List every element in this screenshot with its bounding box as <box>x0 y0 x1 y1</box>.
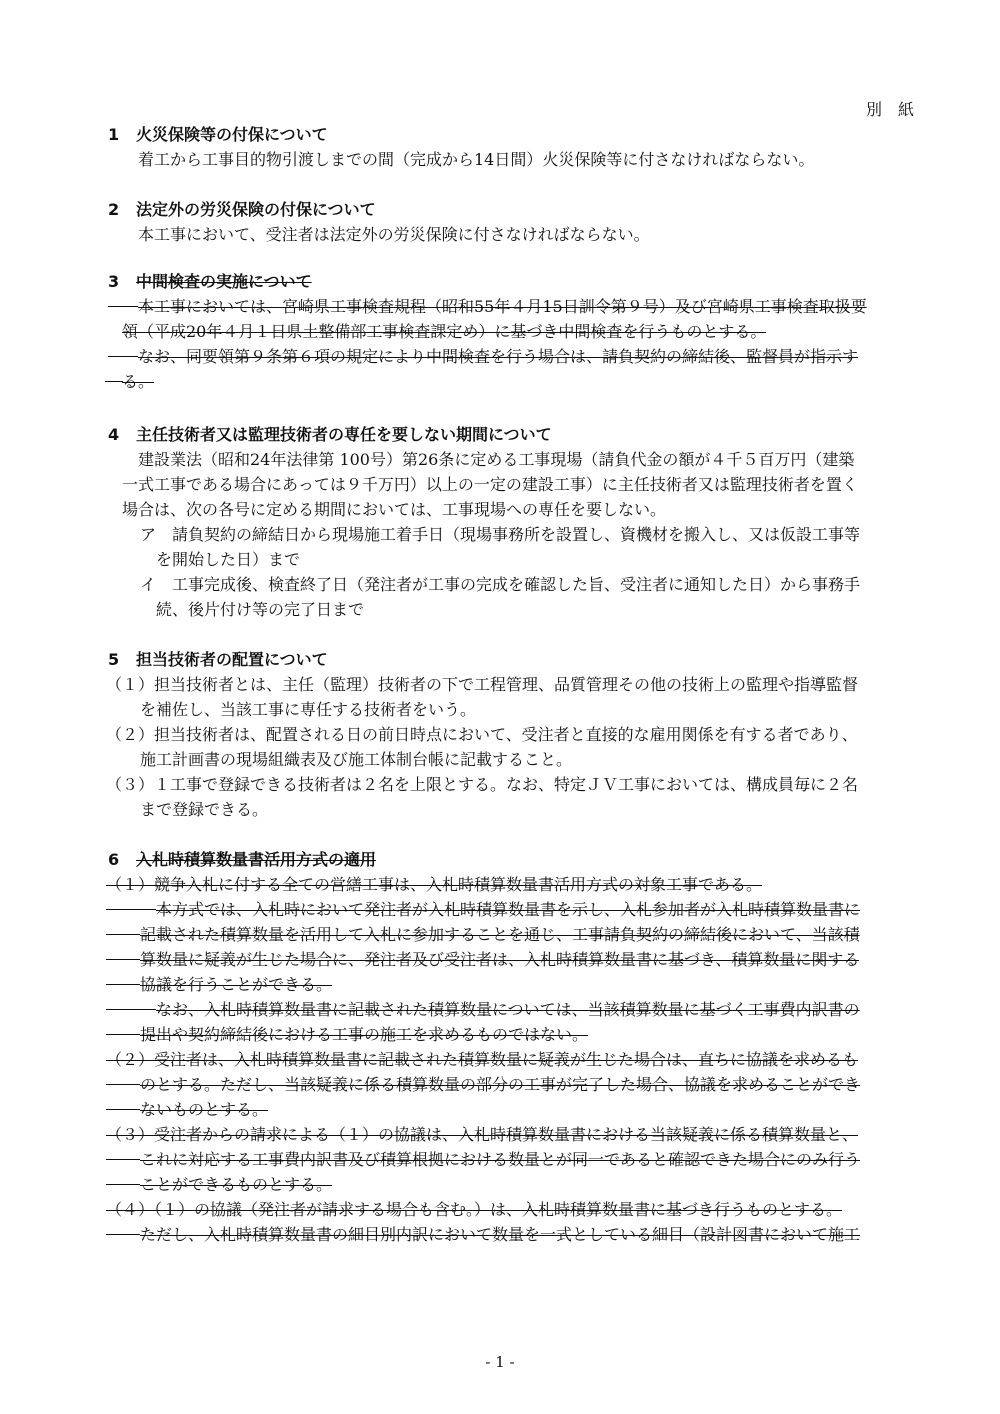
section-6-line: 本方式では、入札時において発注者が入札時積算数量書を示し、入札参加者が入札時積算数量書に <box>156 900 861 919</box>
section-6-line: のとする。ただし、当該疑義に係る積算数量の部分の工事が完了した場合、協議を求めることができ <box>140 1075 861 1094</box>
section-6-line: 提出や契約締結後における工事の施工を求めるものではない。 <box>140 1025 589 1044</box>
section-title: 入札時積算数量書活用方式の適用 <box>136 850 377 869</box>
section-5-item-cont: 施工計画書の現場組織表及び施工体制台帳に記載すること。 <box>140 750 573 769</box>
strike-line <box>105 381 123 382</box>
section-2-heading <box>108 200 376 222</box>
section-4-line: 建設業法（昭和24年法律第 100号）第26条に定める工事現場（請負代金の額が４千５百万円（建築 <box>138 450 855 469</box>
strike-line <box>106 984 140 985</box>
section-6-item: （４）（１）の協議（発注者が請求する場合も含む。）は、入札時積算数量書に基づき行うものとする。 <box>106 1200 843 1219</box>
section-6-item: （１）競争入札に付する全ての営繕工事は、入札時積算数量書活用方式の対象工事である。 <box>106 875 763 894</box>
section-6-item: （３）受注者からの請求による（１）の協議は、入札時積算数量書における当該疑義に係る積算数量と、 <box>106 1125 859 1144</box>
section-number: 3 <box>108 272 120 291</box>
strike-line <box>108 306 138 307</box>
section-1-heading <box>108 125 328 147</box>
section-number: 5 <box>108 650 120 669</box>
section-5-heading <box>108 650 328 672</box>
section-5-item: （１）担当技術者とは、主任（監理）技術者の下で工程管理、品質管理その他の技術上の監理や指導監督 <box>106 675 859 694</box>
section-4-line: 場合は、次の各号に定める期間においては、工事現場への専任を要しない。 <box>122 500 667 519</box>
section-3-line: 本工事においては、宮崎県工事検査規程（昭和55年４月15日訓令第９号）及び宮崎県工事検査取扱要 <box>138 297 867 316</box>
section-number: 4 <box>108 425 120 444</box>
section-4-item-i-cont: 続、後片付け等の完了日まで <box>156 600 365 619</box>
section-6-line: ないものとする。 <box>140 1100 269 1119</box>
section-3-heading <box>108 272 312 294</box>
section-title: 主任技術者又は監理技術者の専任を要しない期間について <box>136 425 552 444</box>
section-6-line: ただし、入札時積算数量書の細目別内訳において数量を一式としている細目（設計図書において施工 <box>140 1225 861 1244</box>
section-6-line: なお、入札時積算数量書に記載された積算数量については、当該積算数量に基づく工事費内訳書の <box>156 1000 860 1019</box>
section-3-line: る。 <box>122 372 155 391</box>
section-title: 担当技術者の配置について <box>136 650 328 669</box>
strike-line <box>106 1009 156 1010</box>
section-3-line: なお、同要領第９条第６項の規定により中間検査を行う場合は、請負契約の締結後、監督員が指示す <box>138 347 859 366</box>
section-number: 1 <box>108 125 120 144</box>
section-title: 中間検査の実施について <box>136 272 312 291</box>
section-5-item: （３）１工事で登録できる技術者は２名を上限とする。なお、特定ＪＶ工事においては、構成員毎に２名 <box>106 775 859 794</box>
strike-line <box>106 934 140 935</box>
section-4-heading <box>108 425 552 447</box>
section-4-item-i: イ 工事完成後、検査終了日（発注者が工事の完成を確認した旨、受注者に通知した日）から事務手 <box>140 575 861 594</box>
strike-line <box>106 1159 140 1160</box>
strike-line <box>106 1034 140 1035</box>
strike-line <box>108 356 138 357</box>
section-6-line: 算数量に疑義が生じた場合に、発注者及び受注者は、入札時積算数量書に基づき、積算数量に関する <box>140 950 860 969</box>
section-5-item: （２）担当技術者は、配置される日の前日時点において、受注者と直接的な雇用関係を有する者であり、 <box>106 725 858 744</box>
section-6-line: 協議を行うことができる。 <box>140 975 333 994</box>
section-5-item-cont: まで登録できる。 <box>140 800 269 819</box>
section-2-line: 本工事において、受注者は法定外の労災保険に付さなければならない。 <box>138 225 650 244</box>
section-4-item-a: ア 請負契約の締結日から現場施工着手日（現場事務所を設置し、資機材を搬入し、又は仮設工事等 <box>140 525 861 544</box>
strike-line <box>106 1184 140 1185</box>
page-number: - 1 - <box>485 1353 515 1371</box>
strike-line <box>106 1234 140 1235</box>
section-3-line: 領（平成20年４月１日県土整備部工事検査課定め）に基づき中間検査を行うものとする。 <box>122 322 767 341</box>
strike-line <box>106 909 156 910</box>
strike-line <box>106 1109 140 1110</box>
strike-line <box>106 959 140 960</box>
attachment-label: 別 紙 <box>866 100 915 119</box>
section-6-line: これに対応する工事費内訳書及び積算根拠における数量とが同一であると確認できた場合にのみ行う <box>140 1150 861 1169</box>
section-6-item: （２）受注者は、入札時積算数量書に記載された積算数量に疑義が生じた場合は、直ちに協議を求めるも <box>106 1050 859 1069</box>
section-title: 法定外の労災保険の付保について <box>136 200 376 219</box>
section-4-line: 一式工事である場合にあっては９千万円）以上の一定の建設工事）に主任技術者又は監理技術者を置く <box>122 475 858 494</box>
section-6-line: ことができるものとする。 <box>140 1175 333 1194</box>
section-number: 6 <box>108 850 120 869</box>
strike-line <box>106 1084 140 1085</box>
section-6-line: 記載された積算数量を活用して入札に参加することを通じ、工事請負契約の締結後において、当該積 <box>140 925 860 944</box>
section-5-item-cont: を補佐し、当該工事に専任する技術者をいう。 <box>140 700 477 719</box>
section-1-line: 着工から工事目的物引渡しまでの間（完成から14日間）火災保険等に付さなければならない。 <box>138 150 815 169</box>
section-number: 2 <box>108 200 120 219</box>
section-4-item-a-cont: を開始した日）まで <box>156 550 301 569</box>
section-6-heading <box>108 850 376 872</box>
section-title: 火災保険等の付保について <box>136 125 328 144</box>
